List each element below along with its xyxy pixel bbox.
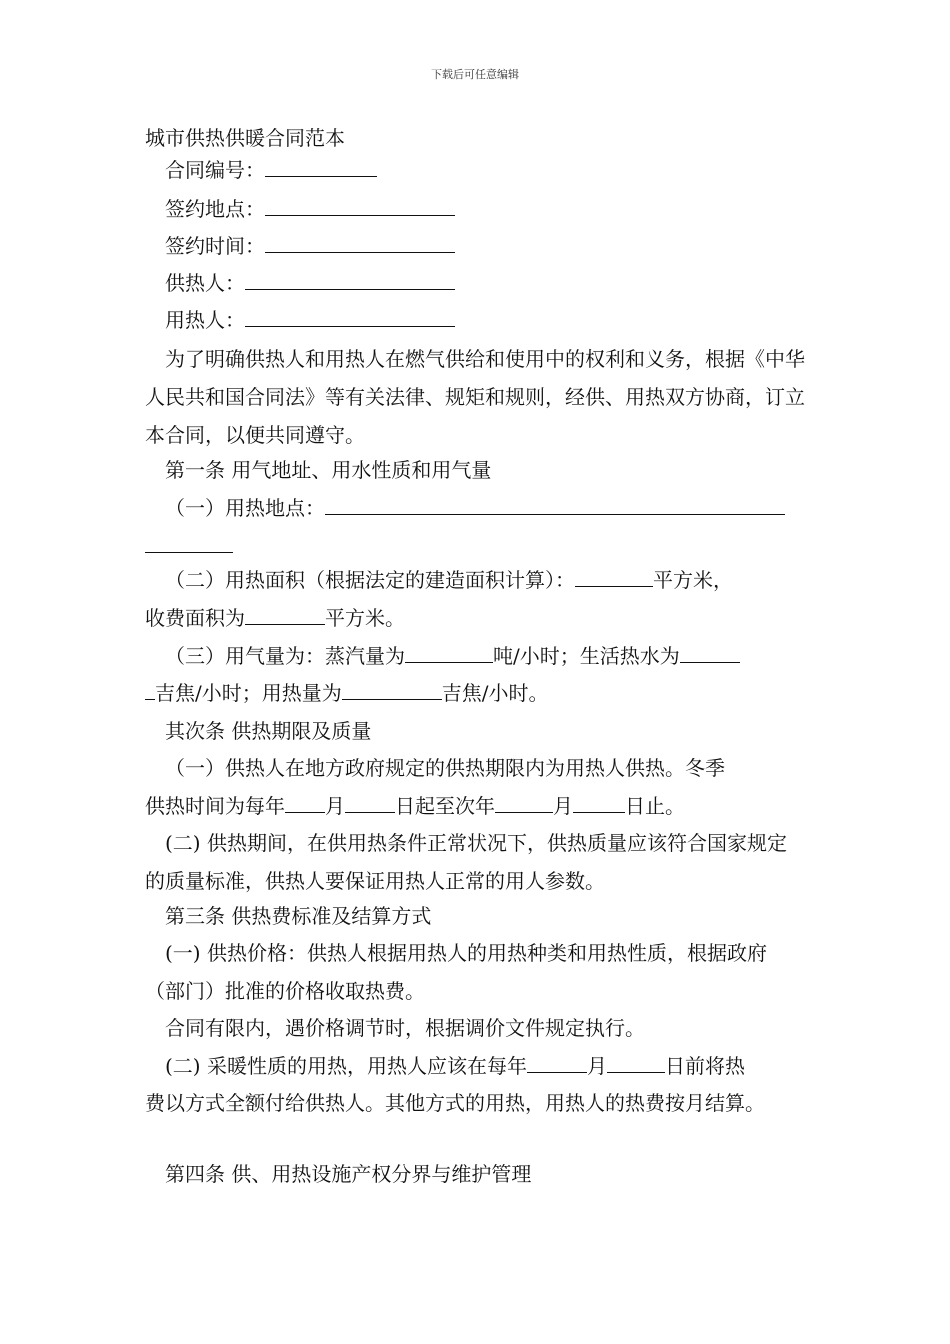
field-contract-number — [165, 152, 377, 188]
art3-item2-line — [165, 1048, 745, 1084]
field-user — [165, 302, 455, 338]
contract-number-blank[interactable] — [265, 152, 377, 177]
article-1-heading: 第一条 用气地址、用水性质和用气量 — [165, 458, 492, 482]
supplier-blank[interactable] — [245, 265, 455, 290]
user-blank[interactable] — [245, 302, 455, 327]
item-text: 收费面积为 — [145, 606, 245, 630]
item-text: 日前将热 — [664, 1054, 745, 1078]
field-label: 合同编号： — [165, 158, 265, 182]
hot-water-blank[interactable] — [680, 638, 740, 663]
document-title: 城市供热供暖合同范本 — [145, 126, 345, 150]
heating-address-blank[interactable] — [325, 490, 785, 515]
art3-item2-cont: 费以方式全额付给供热人。其他方式的用热，用热人的热费按月结算。 — [145, 1091, 765, 1115]
sign-place-blank[interactable] — [265, 191, 455, 216]
start-month-blank[interactable] — [285, 788, 325, 813]
item-text: 吉焦/小时。 — [441, 681, 549, 705]
heating-area-blank[interactable] — [575, 562, 653, 587]
end-day-blank[interactable] — [573, 788, 625, 813]
article-3-heading: 第三条 供热费标准及结算方式 — [165, 904, 432, 928]
heating-address-blank-cont[interactable] — [145, 528, 233, 553]
item-text: 供热时间为每年 — [145, 794, 285, 818]
charge-area-blank[interactable] — [245, 600, 325, 625]
item-label: （一）用热地点： — [165, 496, 325, 520]
article-4-heading: 第四条 供、用热设施产权分界与维护管理 — [165, 1162, 532, 1186]
item-text: 平方米。 — [325, 606, 405, 630]
heat-amount-blank[interactable] — [342, 675, 442, 700]
item-text: 日止。 — [625, 794, 685, 818]
item-text: 吨/小时；生活热水为 — [493, 644, 680, 668]
item-text: 平方米， — [653, 568, 733, 592]
sign-time-blank[interactable] — [265, 228, 455, 253]
header-note: 下载后可任意编辑 — [431, 68, 519, 81]
art1-item1-line — [165, 490, 785, 526]
field-label: 用热人： — [165, 308, 245, 332]
start-day-blank[interactable] — [345, 788, 395, 813]
art2-item1-line: （一）供热人在地方政府规定的供热期限内为用热人供热。冬季 — [165, 756, 725, 780]
payment-month-blank[interactable] — [527, 1048, 587, 1073]
end-month-blank[interactable] — [495, 788, 553, 813]
art1-item2-cont — [145, 600, 405, 636]
field-label: 供热人： — [165, 271, 245, 295]
steam-amount-blank[interactable] — [405, 638, 493, 663]
preamble-paragraph: 为了明确供热人和用热人在燃气供给和使用中的权利和义务，根据《中华人民共和国合同法》等有关法律、规矩和规则，经供、用热双方协商，订立本合同，以便共同遵守。 — [145, 347, 805, 447]
art1-item2-line — [165, 562, 733, 598]
art1-item3-cont — [145, 675, 549, 711]
field-sign-place — [165, 191, 455, 227]
art1-item1-cont — [145, 528, 233, 564]
field-label: 签约地点： — [165, 197, 265, 221]
art2-item2-paragraph: (二) 供热期间，在供用热条件正常状况下，供热质量应该符合国家规定的质量标准，供热人要保证用热人正常的用人参数。 — [145, 831, 787, 893]
payment-day-blank[interactable] — [607, 1048, 665, 1073]
article-2-heading: 其次条 供热期限及质量 — [165, 719, 372, 743]
item-text: 月 — [325, 794, 345, 818]
item-text: （三）用气量为：蒸汽量为 — [165, 644, 405, 668]
item-text: (二) 采暖性质的用热，用热人应该在每年 — [165, 1054, 527, 1078]
item-text: （二）用热面积（根据法定的建造面积计算）： — [165, 568, 575, 592]
item-text: 吉焦/小时；用热量为 — [155, 681, 342, 705]
field-supplier — [165, 265, 455, 301]
art2-item1-cont — [145, 788, 685, 824]
field-sign-time — [165, 228, 455, 264]
art1-item3-line — [165, 638, 740, 674]
item-text: 月 — [553, 794, 573, 818]
field-label: 签约时间： — [165, 234, 265, 258]
item-text: 日起至次年 — [395, 794, 495, 818]
art3-item1-paragraph: (一) 供热价格：供热人根据用热人的用热种类和用热性质，根据政府（部门）批准的价格收取热费。 — [145, 941, 767, 1003]
art3-item1-note: 合同有限内，遇价格调节时，根据调价文件规定执行。 — [165, 1016, 645, 1040]
hot-water-blank-cont[interactable] — [145, 675, 155, 700]
item-text: 月 — [586, 1054, 607, 1078]
